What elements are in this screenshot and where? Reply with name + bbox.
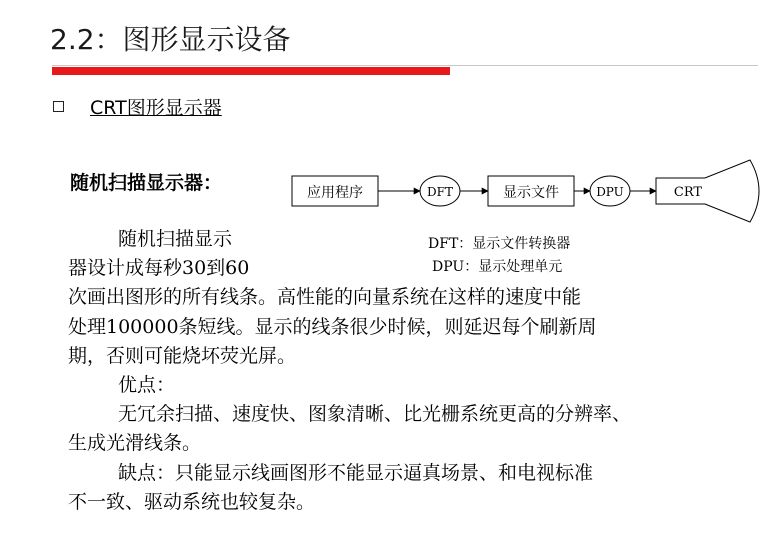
bullet-heading: CRT图形显示器 (90, 97, 222, 119)
legend-dft: DFT：显示文件转换器 (428, 236, 571, 252)
node-dft-label: DFT (427, 185, 453, 199)
body-line: 不一致、驱动系统也较复杂。 (68, 490, 316, 513)
body-line: 无冗余扫描、速度快、图象清晰、比光栅系统更高的分辨率、 (118, 403, 632, 426)
disadvantages-line: 缺点：只能显示线画图形不能显示逼真场景、和电视标准 (118, 461, 594, 484)
node-display-file-label: 显示文件 (503, 185, 559, 201)
advantages-label: 优点： (118, 373, 176, 396)
body-line: 处理100000条短线。显示的线条很少时候，则延迟每个刷新周 (68, 315, 597, 338)
node-crt-label: CRT (673, 185, 703, 200)
page-title: 2.2：图形显示设备 (50, 23, 291, 56)
section-subheading: 随机扫描显示器： (70, 172, 223, 194)
legend-dpu: DPU：显示处理单元 (432, 259, 563, 275)
body-line: 器设计成每秒30到60 (68, 257, 250, 280)
node-dpu-label: DPU (596, 185, 624, 199)
body-paragraph (68, 225, 778, 517)
body-line: 随机扫描显示 (118, 228, 233, 250)
body-line: 生成光滑线条。 (68, 432, 202, 455)
node-crt (656, 160, 759, 222)
body-line: 次画出图形的所有线条。高性能的向量系统在这样的速度中能 (68, 286, 582, 309)
node-app-program-label: 应用程序 (307, 185, 363, 201)
body-line: 期，否则可能烧坏荧光屏。 (68, 344, 297, 367)
